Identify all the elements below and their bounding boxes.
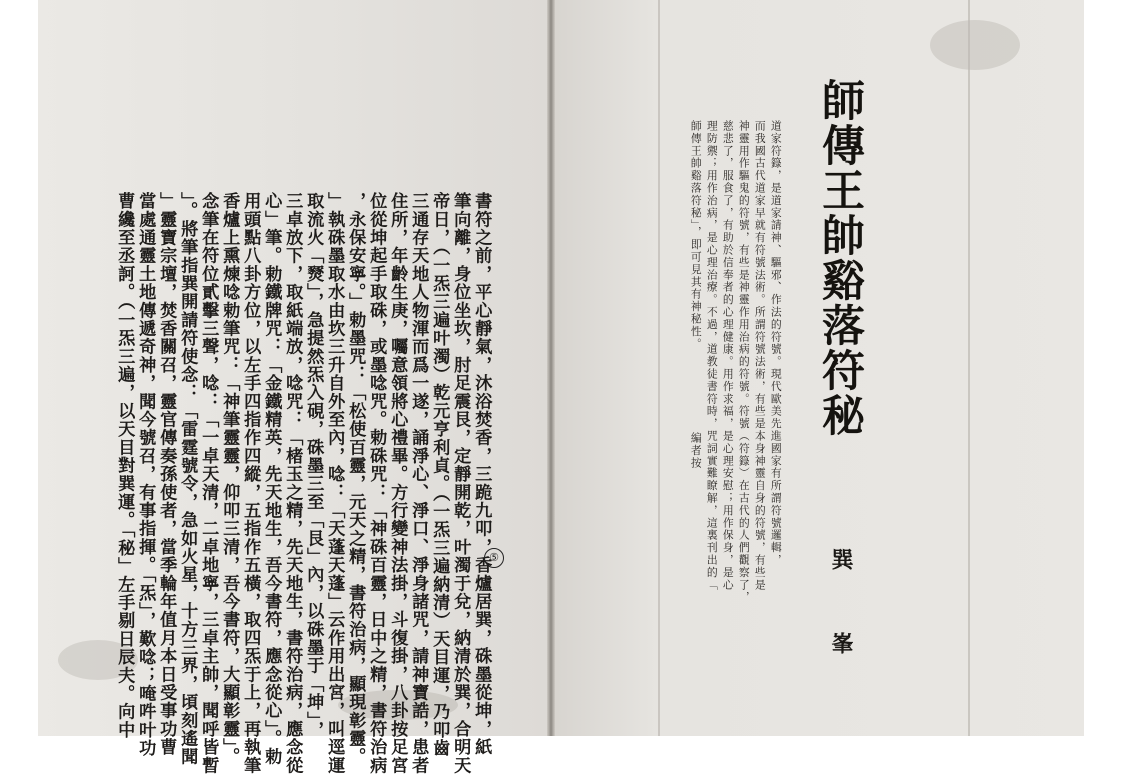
body-line: 」靈寶宗壇，焚香關召，靈官傳奏孫使者，當季輪年值月本日受事功曹 bbox=[156, 192, 177, 757]
body-line: ，永保安寧。」勅墨咒：「松使百靈，元天之精，書符治病，顯現彰靈。 bbox=[345, 192, 366, 766]
body-line: 念筆在符位貳擊三聲，唸：「一卓天清，二卓地寧，三卓主帥，聞呼皆暫 bbox=[198, 192, 219, 774]
circled-page-mark: ⑤ bbox=[484, 548, 504, 568]
paper-fold bbox=[968, 0, 970, 736]
intro-line: 道家符籙，是道家請神、驅邪、作法的符號。現代歐美先進國家有所謂符號邏輯， bbox=[769, 120, 783, 567]
paper-fold bbox=[658, 0, 660, 736]
body-line: 香爐上熏煉唸勅筆咒：「神筆靈靈，仰叩三清，吾今書符，大顯彰靈」。 bbox=[219, 192, 240, 766]
body-line: 取流火「燹」，急提然炁入硯，硃墨三至「艮」內，以硃墨于「坤」， bbox=[303, 192, 324, 739]
body-line: 書符之前，平心靜氣，沐浴焚香，三跪九叩，香爐居巽，硃墨從坤，紙 bbox=[471, 192, 492, 757]
intro-line: 師傳王帥谿落符秘」，即可見其有神秘性。 bbox=[689, 120, 703, 351]
body-line: 三通存天地人物渾而爲一遂，誦淨心、淨口、淨身諸咒，請神寶誥，患者 bbox=[408, 192, 429, 774]
body-line: 」。將筆指巽開請符使念：「雷霆號令，急如火星，十方三界，頃刻遙聞 bbox=[177, 192, 198, 766]
body-line: 曹纔至丞訶。（一炁三遍，以天目對巽運。「秘」左手剔日辰夫。向中 bbox=[114, 192, 135, 739]
body-line: 當處通靈土地傳遞奇神，聞今號召，有事指揮。「炁」，歎唸；唵吽叶功 bbox=[135, 192, 156, 758]
stain bbox=[930, 20, 1020, 70]
intro-line: 而我國古代道家早就有符號法術。所謂符號法術，有些是本身神靈自身的符號，有些是 bbox=[753, 120, 767, 592]
editor-note-signature: 編者按 bbox=[689, 432, 703, 470]
body-line: 筆向離，身位坐坎，肘足震艮，定靜開乾，叶濁于兌，納清於巽，合明天 bbox=[450, 192, 471, 774]
intro-line: 慈悲了，服食了，有助於信奉者的心理健康。用作求福，是心理安慰；用作保身，是心 bbox=[721, 120, 735, 592]
body-line: 三卓放下，取紙端放，唸咒：「楮玉之精，先天地生，書符治病，應念從 bbox=[282, 192, 303, 774]
author-name: 巽 峯 bbox=[828, 548, 854, 672]
body-line: 」執硃墨取水由坎三升自外至內，唸：「天蓬天蓬」云作用出宮，叫逕運 bbox=[324, 192, 345, 774]
body-line: 用頭點八卦方位，以左手四指作四縱，五指作五橫，取四炁于上，再執筆 bbox=[240, 192, 261, 774]
body-line: 帝日，（一炁三遍叶濁）乾元亨利貞。（一炁三遍納清）天目運，乃叩齒 bbox=[429, 192, 450, 758]
intro-line: 神靈用作驅鬼的符號，有些是神靈作用治病的符號。符號（符籙）在古代的人們觀察了， bbox=[737, 120, 751, 604]
body-line: 住所，年齡生庚，囑意領將心禮畢。方行變神法掛，斗復掛，八卦按足宮 bbox=[387, 192, 408, 774]
body-line: 位從坤起手取硃，或墨唸咒。勅硃咒：「神硃百靈，日中之精，書符治病 bbox=[366, 192, 387, 774]
intro-line: 理防禦；用作治病，是心理治療。不過，道教徒書符時，咒詞實難瞭解，這裏刊出的「 bbox=[705, 120, 719, 592]
article-title: 師傳王帥谿落符秘 bbox=[815, 78, 865, 438]
body-line: 心」筆。勅鐵牌咒：「金鐵精英，先天地生，吾今書符，應念從心」。勅 bbox=[261, 192, 282, 766]
book-spine bbox=[547, 0, 555, 736]
